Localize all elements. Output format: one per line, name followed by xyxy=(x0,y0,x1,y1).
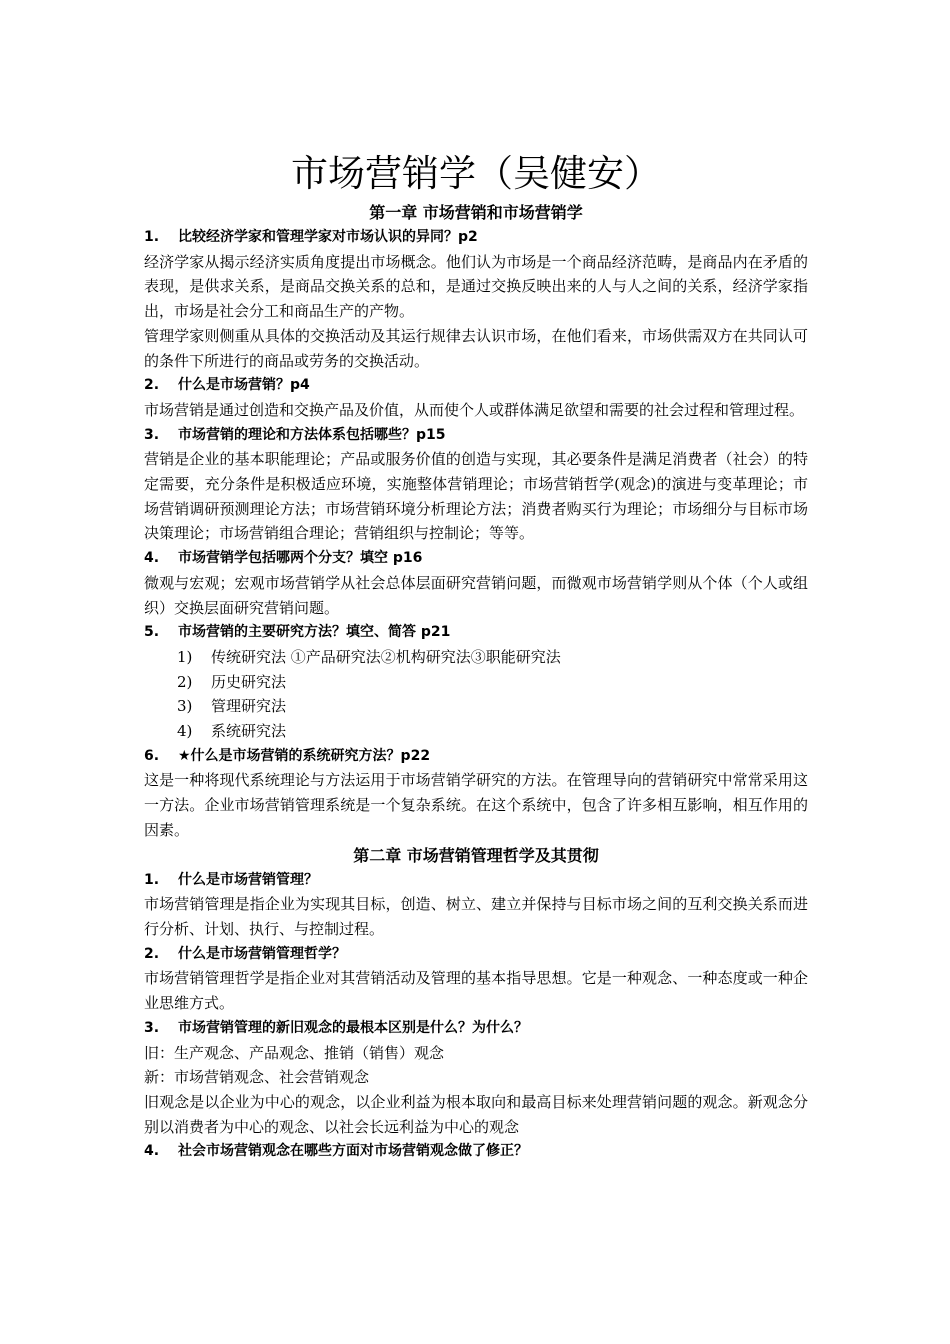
list-item xyxy=(144,719,808,744)
answer-paragraph: 这是一种将现代系统理论与方法运用于市场营销学研究的方法。在管理导向的营销研究中常常采用这一方法。企业市场营销管理系统是一个复杂系统。在这个系统中，包含了许多相互影响，相互作用的因素。 xyxy=(144,771,808,839)
question-text: 市场营销管理的新旧观念的最根本区别是什么？为什么？ xyxy=(178,1019,528,1036)
question-heading xyxy=(144,942,808,967)
question-heading xyxy=(144,1139,808,1164)
question-number: 3. xyxy=(144,1019,160,1036)
question-number: 3. xyxy=(144,426,160,443)
answer-paragraph: 旧观念是以企业为中心的观念，以企业利益为根本取向和最高目标来处理营销问题的观念。新观念分别以消费者为中心的观念、以社会长远利益为中心的观念 xyxy=(144,1092,808,1136)
answer-paragraph: 管理学家则侧重从具体的交换活动及其运行规律去认识市场，在他们看来，市场供需双方在共同认可的条件下所进行的商品或劳务的交换活动。 xyxy=(144,326,808,370)
question-text: 市场营销的主要研究方法？填空、简答 p21 xyxy=(178,624,451,641)
question-text: 比较经济学家和管理学家对市场认识的异同？p2 xyxy=(178,229,478,245)
question-number: 1. xyxy=(144,229,160,245)
question-heading xyxy=(144,546,808,571)
question-heading xyxy=(144,620,808,645)
list-item xyxy=(144,694,808,719)
list-item-number: 2) xyxy=(177,672,193,691)
document-title: 市场营销学（吴健安） xyxy=(291,152,661,195)
answer-paragraph: 市场营销是通过创造和交换产品及价值，从而使个人或群体满足欲望和需要的社会过程和管理过程。 xyxy=(144,400,805,419)
answer-paragraph: 市场营销管理是指企业为实现其目标，创造、树立、建立并保持与目标市场之间的互利交换关系而进行分析、计划、执行、与控制过程。 xyxy=(144,895,808,938)
chapter-heading: 第一章 市场营销和市场营销学 xyxy=(369,203,583,222)
answer-paragraph: 营销是企业的基本职能理论；产品或服务价值的创造与实现，其必要条件是满足消费者（社会）的特定需要，充分条件是积极适应环境，实施整体营销理论；市场营销哲学(观念)的演进与变革理论；市场营销调研预测理论方法；市场营销环境分析理论方法；消费者购买行为理论；市场细分与目标市场决策理论；市场营销组合理论；营销组织与控制论；等等。 xyxy=(144,450,808,543)
question-text: 什么是市场营销管理哲学？ xyxy=(178,945,346,962)
answer-paragraph: 旧：生产观念、产品观念、推销（销售）观念 xyxy=(144,1043,445,1062)
list-item-number: 4) xyxy=(177,722,193,741)
answer-paragraph: 市场营销管理哲学是指企业对其营销活动及管理的基本指导思想。它是一种观念、一种态度或一种企业思维方式。 xyxy=(144,969,808,1013)
answer-paragraph: 微观与宏观；宏观市场营销学从社会总体层面研究营销问题，而微观市场营销学则从个体（个人或组织）交换层面研究营销问题。 xyxy=(144,573,808,617)
list-item-text: 传统研究法 ①产品研究法②机构研究法③职能研究法 xyxy=(211,647,561,666)
list-item-number: 3) xyxy=(177,697,193,716)
chapter-heading: 第二章 市场营销管理哲学及其贯彻 xyxy=(353,845,599,865)
question-number: 4. xyxy=(144,1143,160,1160)
question-number: 2. xyxy=(144,377,160,394)
question-number: 6. xyxy=(144,747,160,764)
question-text: ★什么是市场营销的系统研究方法？p22 xyxy=(178,747,431,764)
question-heading xyxy=(144,373,808,398)
list-item-text: 系统研究法 xyxy=(211,722,287,741)
question-text: 什么是市场营销管理？ xyxy=(178,871,318,888)
list-item-text: 历史研究法 xyxy=(211,672,287,691)
list-item xyxy=(144,670,808,695)
question-text: 市场营销的理论和方法体系包括哪些？p15 xyxy=(178,426,446,443)
question-text: 什么是市场营销？p4 xyxy=(178,377,310,394)
document-page xyxy=(144,150,808,1164)
question-number: 2. xyxy=(144,945,160,962)
question-number: 1. xyxy=(144,871,160,888)
question-number: 4. xyxy=(144,550,160,567)
answer-paragraph: 新：市场营销观念、社会营销观念 xyxy=(144,1068,370,1087)
question-number: 5. xyxy=(144,624,160,641)
question-text: 市场营销学包括哪两个分支？填空 p16 xyxy=(178,550,423,567)
question-heading xyxy=(144,225,808,250)
question-heading xyxy=(144,868,808,893)
question-heading xyxy=(144,423,808,448)
question-text: 社会市场营销观念在哪些方面对市场营销观念做了修正？ xyxy=(178,1143,528,1160)
question-heading xyxy=(144,744,808,769)
list-item-number: 1) xyxy=(177,647,193,666)
answer-paragraph: 经济学家从揭示经济实质角度提出市场概念。他们认为市场是一个商品经济范畴，是商品内在矛盾的表现，是供求关系，是商品交换关系的总和，是通过交换反映出来的人与人之间的关系，经济学家指出，市场是社会分工和商品生产的产物。 xyxy=(144,252,808,321)
list-item xyxy=(144,645,808,670)
list-item-text: 管理研究法 xyxy=(211,697,287,716)
question-heading xyxy=(144,1016,808,1041)
